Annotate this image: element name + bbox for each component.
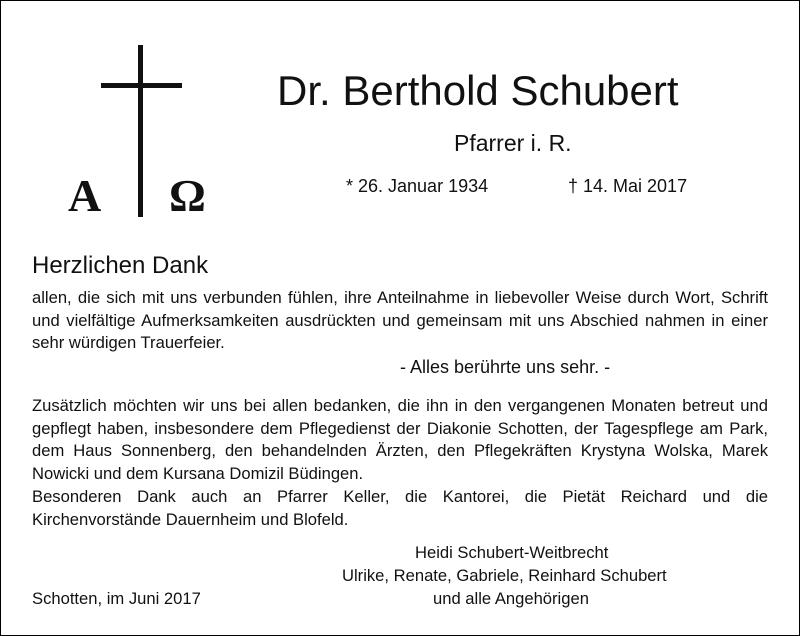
cross-horizontal-bar [101, 83, 182, 88]
signature-line-2: Ulrike, Renate, Gabriele, Reinhard Schubert [342, 566, 667, 585]
alpha-symbol: A [68, 170, 102, 221]
thanks-quote: - Alles berührte uns sehr. - [400, 357, 611, 377]
cross-vertical-bar [138, 45, 143, 217]
thanks-paragraph-3: Besonderen Dank auch an Pfarrer Keller, die Kantorei, die Pietät Reichard und die Kirchenvorstände Dauernheim und Blofeld. [32, 487, 768, 529]
place-and-date: Schotten, im Juni 2017 [32, 589, 201, 608]
deceased-name: Dr. Berthold Schubert [277, 67, 679, 114]
thanks-paragraph-2: Zusätzlich möchten wir uns bei allen bedanken, die ihn in den vergangenen Monaten betreut und gepflegt haben, insbesondere dem Pflegedienst der Diakonie Schotten, der Tagespflege am Park, dem Haus Sonnenberg, den behandelnden Ärzten, den Pflegekräften Krystyna Wolska, Marek Nowicki und dem Kursana Domizil Büdingen. [32, 396, 768, 483]
omega-symbol: Ω [169, 170, 206, 221]
signature-line-1: Heidi Schubert-Weitbrecht [415, 543, 609, 562]
thanks-heading: Herzlichen Dank [32, 252, 209, 279]
deceased-title: Pfarrer i. R. [454, 130, 572, 156]
signature-line-3: und alle Angehörigen [433, 589, 589, 608]
death-date: † 14. Mai 2017 [568, 176, 688, 196]
birth-date: * 26. Januar 1934 [346, 176, 489, 196]
thanks-paragraph-1: allen, die sich mit uns verbunden fühlen, ihre Anteilnahme in liebevoller Weise durch Wort, Schrift und vielfältige Aufmerksamkeiten ausdrückten und gemeinsam mit uns Abschied nahmen in einer sehr würdigen Trauerfeier. [32, 288, 768, 352]
